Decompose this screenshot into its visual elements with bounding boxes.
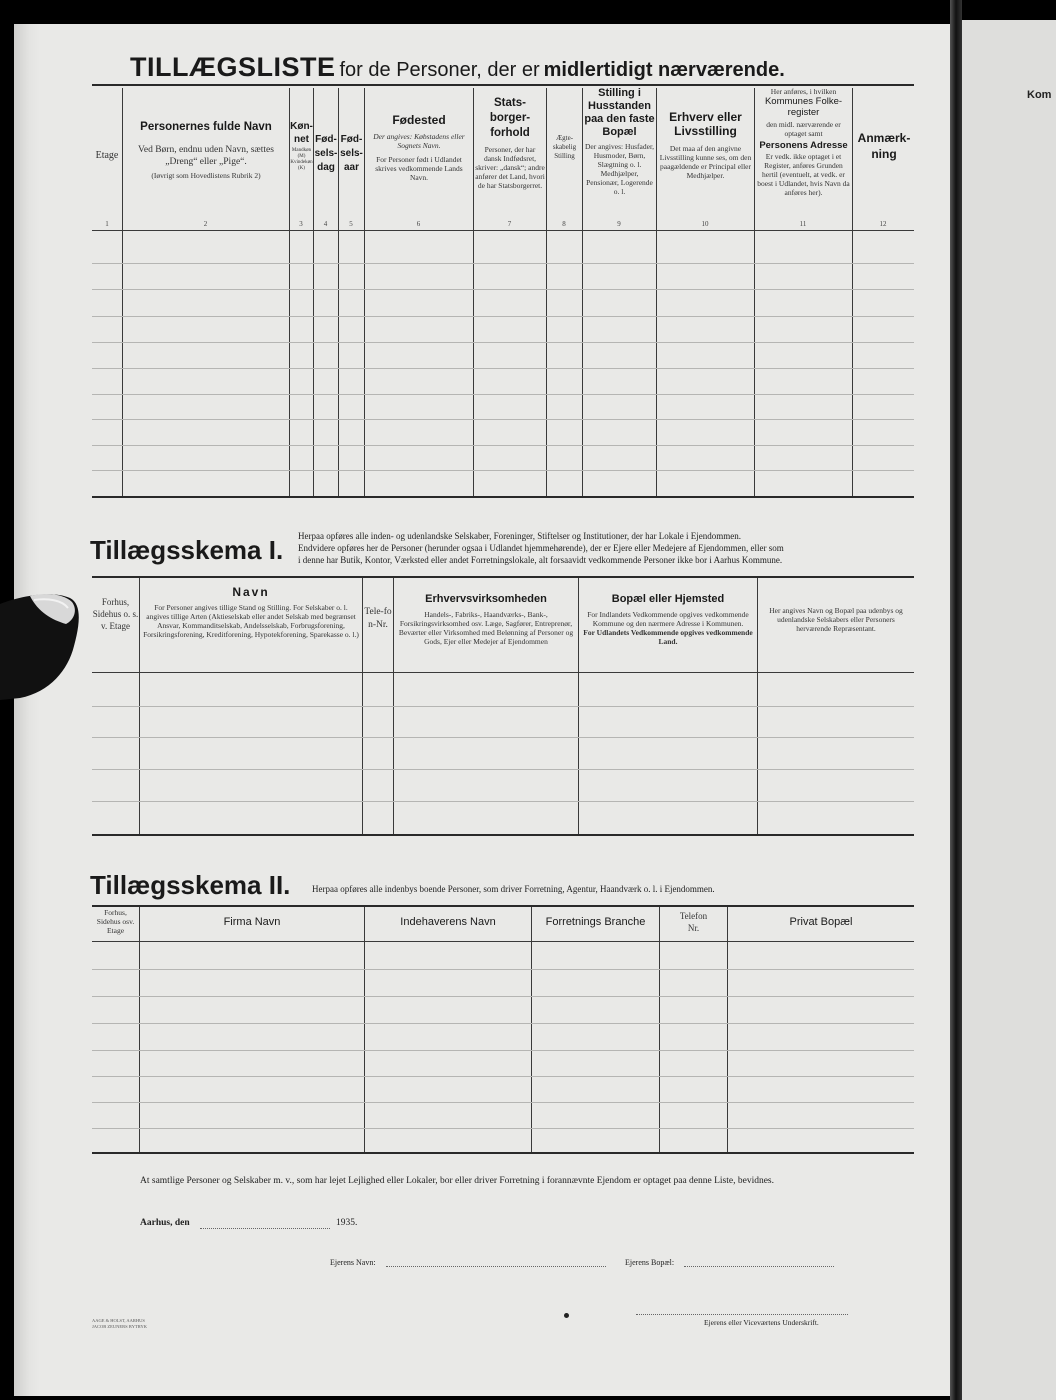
col-remark-header: Anmærk-ning xyxy=(857,131,911,161)
col-occupation-header: Erhverv eller Livsstilling Det maa af den angivne Livsstilling kunne ses, om den paagældende er Principal eller Medhjælper. xyxy=(659,110,752,180)
printer-imprint: AAGE & HOLST, AARHUS JACOB ZEUNERS BYTRYK xyxy=(92,1318,148,1329)
facing-page-text: Kom xyxy=(1027,89,1052,101)
s1-col-name-header: Navn For Personer angives tillige Stand og Stilling. For Selskaber o. l. angives tillige Arten (Aktieselskab eller andet Selskab med begrænset Ansvar, Kommanditselskab, Andelsselskab, Forbrugsforening, Forsikringsforening, Kreditforening, Hypotekforening, Sparekasse o. l.) xyxy=(143,585,359,639)
col-birthyear-header: Fød-sels-aar xyxy=(340,134,363,173)
col-register-header: Her anføres, i hvilken Kommunes Folke-register den midl. nærværende er optaget samt Personens Adresse Er vedk. ikke optaget i et Register, anføres Grunden hertil (eventuelt, at vedk. er boest i Udlandet, hvis Navn da anføres her). xyxy=(757,87,850,197)
title-emphasis: midlertidigt nærværende. xyxy=(543,59,785,81)
signature-label: Ejerens eller Viceværtens Underskrift. xyxy=(704,1318,819,1327)
s1-col-business-header: Erhvervsvirksomheden Handels-, Fabriks-, Haandværks-, Bank-, Forsikringsvirksomhed osv. Læge, Sagfører, Entreprenør, Beværter eller Virksomhed med Belønning af Personer og Gods, Ejer eller Medejer af Ejendommen xyxy=(398,593,574,646)
col-marital-header: Ægte-skabelig Stilling xyxy=(552,134,577,160)
col-birthplace-header: Fødested Der angives: Købstadens eller Sognets Navn. For Personer født i Udlandet skrives vedkommende Lands Navn. xyxy=(373,113,465,182)
place-date-label: Aarhus, den xyxy=(140,1218,190,1228)
col-household-header: Stilling i Husstanden paa den faste Bopæl Der angives: Husfader, Husmoder, Børn, Slægtning o. l. Medhjælper, Pensionær, Logerende o. l. xyxy=(584,87,655,196)
s2-col-phone-header: Telefon Nr. xyxy=(679,911,708,933)
year-text: 1935. xyxy=(336,1218,358,1228)
title-main-word: TILLÆGSLISTE xyxy=(130,52,336,82)
schema1-title: Tillægsskema I. xyxy=(90,535,284,565)
attestation-text: At samtlige Personer og Selskaber m. v., som har lejet Lejlighed eller Lokaler, bor eller driver Forretning i forannævnte Ejendom er optaget paa denne Liste, bevidnes. xyxy=(140,1176,774,1186)
col-gender-header: Køn-net Mandkøn (M) Kvindekøn (K) xyxy=(290,121,313,171)
owner-name-label: Ejerens Navn: xyxy=(330,1258,376,1267)
page-dot xyxy=(564,1313,569,1318)
main-title xyxy=(130,52,890,83)
facing-page xyxy=(962,20,1056,1400)
s2-col-branch-header: Forretnings Branche xyxy=(545,916,646,928)
s2-col-firm-header: Firma Navn xyxy=(223,916,281,928)
owner-address-label: Ejerens Bopæl: xyxy=(625,1258,675,1267)
schema2-title: Tillægsskema II. xyxy=(90,870,291,900)
schema2-description: Herpaa opføres alle indenbys boende Personer, som driver Forretning, Agentur, Haandværk o. l. i Ejendommen. xyxy=(312,884,715,894)
title-middle: for de Personer, der er xyxy=(339,59,540,81)
col-citizenship-header: Stats-borger-forhold Personer, der har dansk Indfødsret, skriver: „dansk“; andre anfører det Land, hvori de har Statsborgerret. xyxy=(475,97,545,190)
col-birthday-header: Fød-sels-dag xyxy=(314,134,338,173)
thumb-overlay xyxy=(0,590,82,700)
s2-col-private-header: Privat Bopæl xyxy=(789,916,853,928)
s2-col-owner-header: Indehaverens Navn xyxy=(400,916,496,928)
s1-col-etage-header: Forhus, Sidehus o. s. v. Etage xyxy=(92,597,139,631)
schema1-description: Herpaa opføres alle inden- og udenlandske Selskaber, Foreninger, Stiftelser og Institutioner, der har Lokale i Ejendommen. Endvidere opføres her de Personer (herunder ogsaa i Udlandet hjemmehørende), der er Ejere eller Medejere af Ejendommen, eller som i denne har Butik, Kontor, Værksted eller andet Forretningslokale, alt forsaavidt vedkommende Personer ikke bor i Aarhus Kommune. xyxy=(298,531,784,565)
col-name-header: Personernes fulde Navn Ved Børn, endnu uden Navn, sættes „Dreng“ eller „Pige“. (Iøvrigt som Hovedlistens Rubrik 2) xyxy=(138,121,274,180)
book-gutter xyxy=(950,0,962,1400)
s1-col-phone-header: Tele-fon-Nr. xyxy=(364,607,392,630)
s2-col-etage-header: Forhus, Sidehus osv. Etage xyxy=(96,908,135,935)
s1-col-representative-header: Her angives Navn og Bopæl paa udenbys og udenlandske Selskabers eller Personers herværende Repræsentant. xyxy=(769,606,903,633)
col-etage-header: Etage xyxy=(95,150,119,161)
s1-col-residence-header: Bopæl eller Hjemsted For Indlandets Vedkommende opgives vedkommende Kommune og den nærmere Adresse i Kommunen. For Udlandets Vedkommende opgives vedkommende Land. xyxy=(583,593,753,646)
